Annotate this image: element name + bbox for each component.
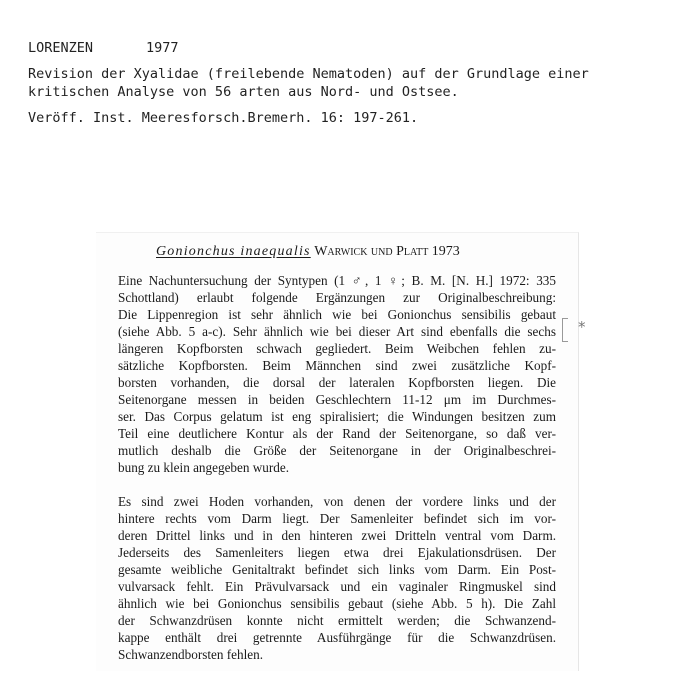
text-line: vulvarsack fehlt. Ein Prävulvarsack und ein vaginaler Ringmuskel sind	[118, 579, 556, 594]
species-name: Gonionchus inaequalis	[156, 244, 311, 259]
text-line: Die Lippenregion ist sehr ähnlich wie bei Gonionchus sensibilis gebaut	[118, 307, 556, 322]
text-line: Seitenorgane messen in beiden Geschlechtern 11-12 μm im Durchmes-	[118, 392, 556, 407]
text-line: deren Drittel links und in den hinteren zwei Dritteln ventral vom Darm.	[118, 528, 556, 543]
margin-bracket	[562, 318, 568, 342]
citation-title-line-1: Revision der Xyalidae (freilebende Nematoden) auf der Grundlage einer	[28, 66, 589, 82]
text-line: längeren Kopfborsten schwach gegliedert. Beim Weibchen fehlen zu-	[118, 341, 556, 356]
text-line: borsten vorhanden, die dorsal der lateralen Kopfborsten liegen. Die	[118, 375, 556, 390]
text-line: Es sind zwei Hoden vorhanden, von denen der vordere links und der	[118, 494, 556, 509]
text-line: Schottland) erlaubt folgende Ergänzungen zur Originalbeschreibung:	[118, 290, 556, 305]
text-line: hintere rechts vom Darm liegt. Der Samenleiter befindet sich im vor-	[118, 511, 556, 526]
text-line: ähnlich wie bei Gonionchus sensibilis gebaut (siehe Abb. 5 h). Die Zahl	[118, 596, 556, 611]
paragraph-genital-tract	[118, 493, 556, 663]
citation-title-line-2: kritischen Analyse von 56 arten aus Nord- und Ostsee.	[28, 84, 459, 100]
text-line: mutlich deshalb die Größe der Seitenorgane in der Originalbeschrei-	[118, 443, 556, 458]
text-line: (siehe Abb. 5 a-c). Sehr ähnlich wie bei dieser Art sind ebenfalls die sechs	[118, 324, 556, 339]
text-line: Teil eine deutlichere Kontur als der Rand der Seitenorgane, so daß ver-	[118, 426, 556, 441]
text-line: gesamte weibliche Genitaltrakt befindet sich links vom Darm. Ein Post-	[118, 562, 556, 577]
text-line: Jederseits des Samenleiters liegen etwa drei Ejakulationsdrüsen. Der	[118, 545, 556, 560]
species-authority: Warwick und Platt 1973	[314, 244, 460, 259]
text-line: ser. Das Corpus gelatum ist eng spiralisiert; die Windungen besitzen zum	[118, 409, 556, 424]
species-heading	[156, 244, 460, 260]
citation-source: Veröff. Inst. Meeresforsch.Bremerh. 16: 197-261.	[28, 110, 419, 126]
text-line: Eine Nachuntersuchung der Syntypen (1 ♂, 1 ♀; B. M. [N. H.] 1972: 335	[118, 273, 556, 288]
paragraph-description	[118, 272, 556, 476]
text-line: sätzliche Kopfborsten. Beim Männchen sind zwei zusätzliche Kopf-	[118, 358, 556, 373]
text-line: der Schwanzdrüsen konnte nicht ermittelt werden; die Schwanzend-	[118, 613, 556, 628]
citation-author: LORENZEN	[28, 40, 94, 56]
text-line: Schwanzendborsten fehlen.	[118, 647, 264, 662]
text-line: bung zu klein angegeben wurde.	[118, 460, 290, 475]
citation-year: 1977	[146, 40, 179, 56]
text-line: kappe enthält drei getrennte Ausführgänge für die Schwanzdrüsen.	[118, 630, 556, 645]
margin-asterisk: *	[578, 318, 586, 336]
